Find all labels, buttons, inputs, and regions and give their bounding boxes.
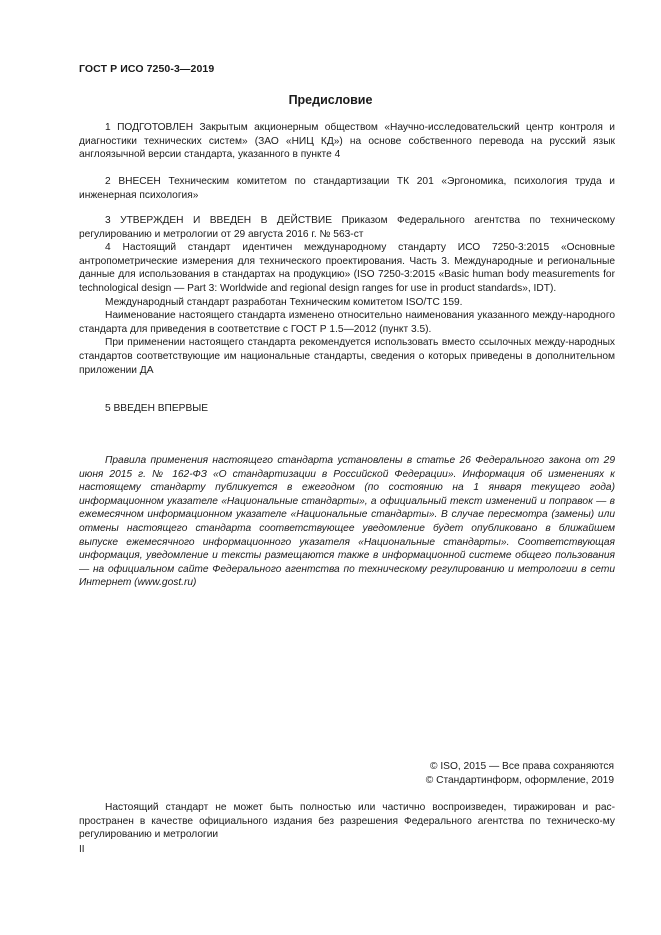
item-2-paragraph: [79, 175, 615, 202]
copyright-iso: © ISO, 2015 — Все права сохраняются: [430, 761, 614, 772]
copyright-standartinform: © Стандартинформ, оформление, 2019: [425, 775, 614, 786]
rules-notice: Правила применения настоящего стандарта установлены в статье 26 Федерального закона от 29 июня 2015 г. № 162-ФЗ «О стандартизации в Российской Федерации». Информация об изменениях к настоящему стандарту публикуется в ежегодном (по состоянию на 1 января текущего года) информационном указателе «Национальные стандарты», а официальный текст изменений и поправок — в ежемесячном информационном указателе «Национальные стандарты». В случае пересмотра (замены) или отмены настоящего стандарта соответствующее уведомление будет опубликовано в ближайшем выпуске ежемесячного информационного указателя «Национальные стандарты». Соответствующая информация, уведомление и тексты размещаются также в информационной системе общего пользования — на официальном сайте Федерального агентства по техническому регулированию и метрологии в сети Интернет (www.gost.ru): [79, 455, 615, 589]
item-4-application-text: При применении настоящего стандарта рекомендуется использовать вместо ссылочных между-народных стандартов соответствующие им национальные стандарты, сведения о которых приведены в дополнительном приложении ДА: [79, 337, 615, 376]
page-number: II: [79, 844, 85, 855]
item-3-4-paragraphs: [79, 214, 615, 377]
item-4-text: 4 Настоящий стандарт идентичен международному стандарту ИСО 7250-3:2015 «Основные антропометрические измерения для технического проектирования. Часть 3. Международные и региональные данные для использования в стандартах на продукцию» (ISO 7250-3:2015 «Basic human body measurements for technological design — Part 3: Worldwide and regional design ranges for use in product standards», IDT).: [79, 242, 615, 294]
item-5-text: 5 ВВЕДЕН ВПЕРВЫЕ: [105, 403, 209, 414]
item-5-paragraph: [79, 402, 615, 416]
reproduction-note: Настоящий стандарт не может быть полностью или частично воспроизведен, тиражирован и рас-пространен в качестве официального издания без разрешения Федерального агентства по техническо-му регулированию и метрологии: [79, 802, 615, 841]
item-3-text: 3 УТВЕРЖДЕН И ВВЕДЕН В ДЕЙСТВИЕ Приказом Федерального агентства по техническому регулированию и метрологии от 29 августа 2016 г. № 563-ст: [79, 215, 615, 240]
standard-designation: ГОСТ Р ИСО 7250-3—2019: [79, 63, 215, 75]
item-2-text: 2 ВНЕСЕН Техническим комитетом по стандартизации ТК 201 «Эргономика, психология труда и инженерная психология»: [79, 176, 615, 201]
item-1-text: 1 ПОДГОТОВЛЕН Закрытым акционерным обществом «Научно-исследовательский центр контроля и диагностики технических систем» (ЗАО «НИЦ КД») на основе собственного перевода на русский язык англоязычной версии стандарта, указанного в пункте 4: [79, 122, 615, 161]
item-4-name-change-text: Наименование настоящего стандарта изменено относительно наименования указанного между-народного стандарта для приведения в соответствие с ГОСТ Р 1.5—2012 (пункт 3.5).: [79, 310, 615, 335]
page-title: Предисловие: [288, 93, 373, 107]
item-1-paragraph: [79, 121, 615, 162]
item-4-tc-text: Международный стандарт разработан Техническим комитетом ISO/TC 159.: [105, 296, 463, 308]
